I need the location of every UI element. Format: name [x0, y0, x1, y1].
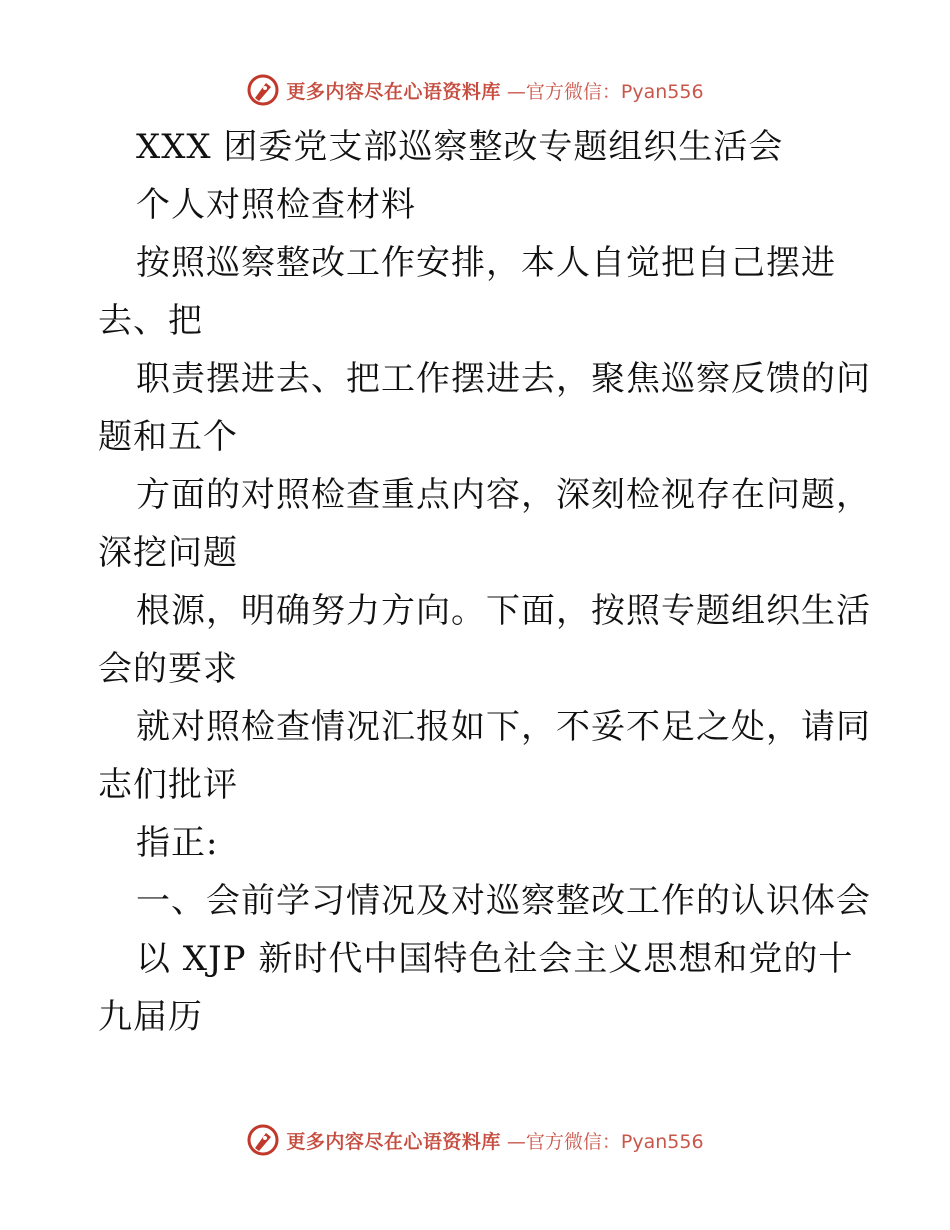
doc-line: 个人对照检查材料	[136, 185, 416, 225]
doc-line: 按照巡察整改工作安排，本人自觉把自己摆进	[136, 243, 836, 283]
doc-line: 职责摆进去、把工作摆进去，聚焦巡察反馈的问	[136, 359, 871, 399]
watermark-brand-text: 更多内容尽在心语资料库	[286, 80, 501, 103]
watermark-banner-bottom	[0, 1120, 950, 1160]
doc-line: 一、会前学习情况及对巡察整改工作的认识体会	[136, 881, 871, 921]
doc-line: XXX 团委党支部巡察整改专题组织生活会	[136, 127, 784, 167]
doc-line: 方面的对照检查重点内容，深刻检视存在问题，	[136, 475, 871, 515]
doc-line: 指正:	[136, 823, 219, 863]
doc-line: 去、把	[98, 301, 203, 341]
doc-line: 根源，明确努力方向。下面，按照专题组织生活	[136, 591, 871, 631]
pen-nib-logo-icon	[246, 1123, 280, 1157]
watermark-wechat-text: —官方微信：Pyan556	[506, 80, 704, 103]
doc-line: 会的要求	[98, 649, 238, 689]
watermark-brand-text: 更多内容尽在心语资料库	[286, 1130, 501, 1153]
doc-line: 以 XJP 新时代中国特色社会主义思想和党的十	[136, 939, 854, 979]
watermark-banner-top	[0, 70, 950, 110]
watermark-wechat-text: —官方微信：Pyan556	[506, 1130, 704, 1153]
doc-line: 题和五个	[98, 417, 238, 457]
doc-line: 深挖问题	[98, 533, 238, 573]
watermark-banner-content	[246, 1123, 703, 1157]
doc-line: 九届历	[98, 997, 203, 1037]
pen-nib-logo-icon	[246, 73, 280, 107]
doc-line: 志们批评	[98, 765, 238, 805]
doc-line: 就对照检查情况汇报如下，不妥不足之处，请同	[136, 707, 871, 747]
document-body	[98, 118, 871, 1046]
watermark-banner-content	[246, 73, 703, 107]
